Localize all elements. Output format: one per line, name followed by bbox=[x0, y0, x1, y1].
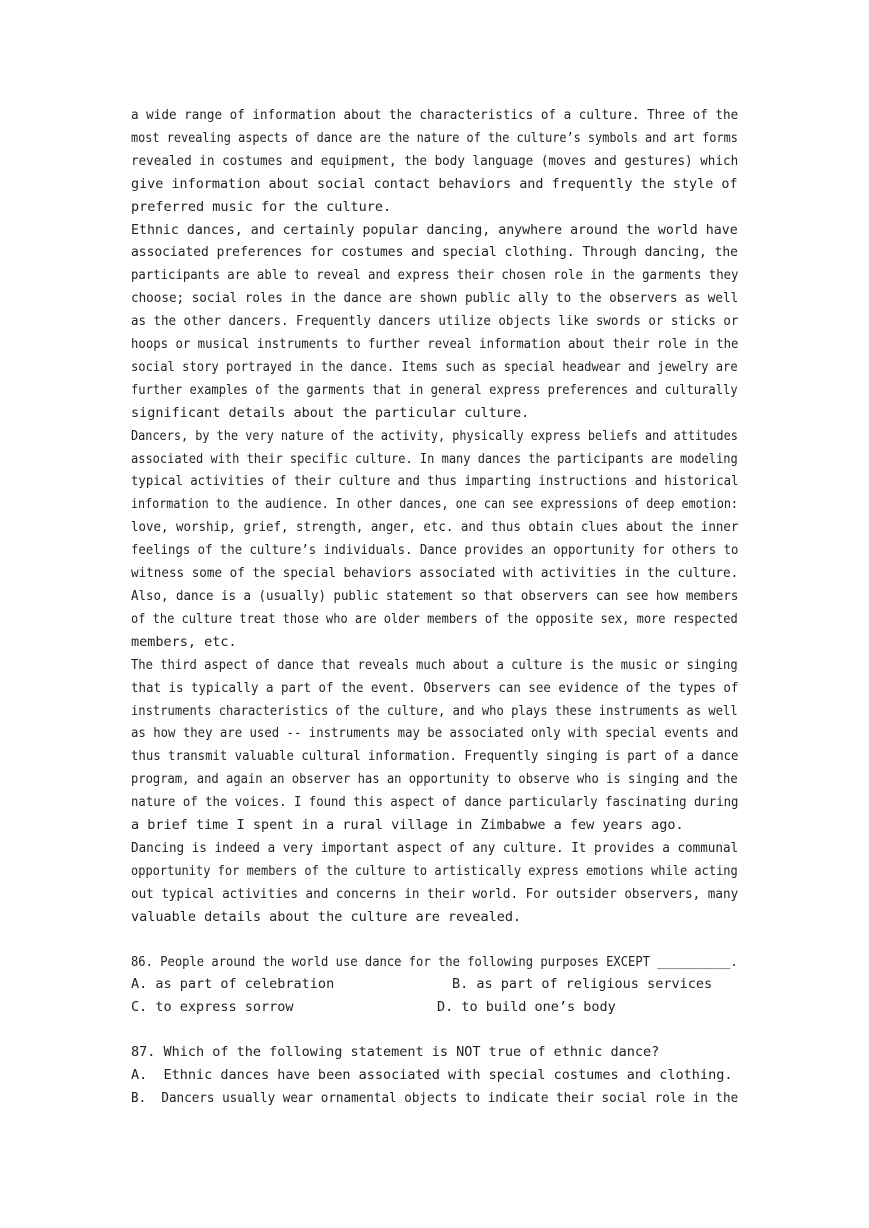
passage-line: associated preferences for costumes and special clothing. Through dancing, the bbox=[131, 244, 738, 261]
passage-line: information to the audience. In other dances, one can see expressions of deep emotion: bbox=[131, 496, 738, 513]
passage-line: feelings of the culture’s individuals. Dance provides an opportunity for others to bbox=[131, 542, 739, 559]
passage-line: Also, dance is a (usually) public statement so that observers can see how members bbox=[131, 588, 739, 604]
passage-line: thus transmit valuable cultural information. Frequently singing is part of a dance bbox=[131, 748, 739, 765]
passage-line: significant details about the particular culture. bbox=[131, 404, 530, 421]
document-page bbox=[131, 104, 738, 1110]
passage-line: preferred music for the culture. bbox=[131, 198, 392, 215]
passage-line: choose; social roles in the dance are shown public ally to the observers as well bbox=[131, 290, 739, 307]
passage-line: participants are able to reveal and express their chosen role in the garments they bbox=[131, 267, 739, 284]
passage-line: out typical activities and concerns in their world. For outsider observers, many bbox=[131, 885, 739, 902]
option-c: C. to express sorrow bbox=[131, 999, 294, 1016]
spacer bbox=[131, 1019, 738, 1041]
passage-line: social story portrayed in the dance. Items such as special headwear and jewelry are bbox=[131, 358, 738, 375]
passage-line: instruments characteristics of the culture, and who plays these instruments as well bbox=[131, 702, 738, 719]
option-a: A. Ethnic dances have been associated with special costumes and clothing. bbox=[131, 1067, 733, 1084]
passage-line: as how they are used -- instruments may be associated only with special events and bbox=[131, 725, 739, 742]
passage-line: give information about social contact behaviors and frequently the style of bbox=[131, 175, 738, 192]
passage-line: as the other dancers. Frequently dancers utilize objects like swords or sticks or bbox=[131, 313, 739, 330]
passage bbox=[131, 104, 738, 929]
passage-line: typical activities of their culture and thus imparting instructions and historical bbox=[131, 473, 739, 490]
question-stem: 86. People around the world use dance for the following purposes EXCEPT __________. bbox=[131, 953, 738, 970]
passage-line: hoops or musical instruments to further reveal information about their role in the bbox=[131, 336, 739, 353]
passage-line: of the culture treat those who are older members of the opposite sex, more respected bbox=[131, 610, 738, 627]
option-a: A. as part of celebration bbox=[131, 976, 335, 993]
passage-line: most revealing aspects of dance are the nature of the culture’s symbols and art forms bbox=[131, 129, 738, 146]
passage-line: witness some of the special behaviors associated with activities in the culture. bbox=[131, 565, 739, 582]
passage-line: program, and again an observer has an opportunity to observe who is singing and the bbox=[131, 771, 738, 788]
passage-line: nature of the voices. I found this aspect of dance particularly fascinating during bbox=[131, 794, 739, 811]
passage-line: a wide range of information about the characteristics of a culture. Three of the bbox=[131, 107, 739, 123]
passage-line: Dancing is indeed a very important aspect of any culture. It provides a communal bbox=[131, 839, 739, 856]
option-row bbox=[131, 996, 738, 1019]
question-stem: 87. Which of the following statement is NOT true of ethnic dance? bbox=[131, 1044, 660, 1061]
passage-line: The third aspect of dance that reveals much about a culture is the music or singing bbox=[131, 656, 738, 673]
passage-line: revealed in costumes and equipment, the body language (moves and gestures) which bbox=[131, 152, 739, 169]
passage-line: further examples of the garments that in general express preferences and culturally bbox=[131, 381, 738, 398]
spacer bbox=[131, 929, 738, 951]
passage-line: Dancers, by the very nature of the activity, physically express beliefs and attitudes bbox=[131, 427, 738, 444]
passage-line: valuable details about the culture are revealed. bbox=[131, 908, 522, 925]
option-b: B. as part of religious services bbox=[452, 976, 713, 993]
question-87 bbox=[131, 1041, 738, 1110]
option-b: B. Dancers usually wear ornamental objects to indicate their social role in the bbox=[131, 1090, 739, 1107]
option-d: D. to build one’s body bbox=[437, 999, 616, 1016]
passage-line: opportunity for members of the culture to artistically express emotions while acting bbox=[131, 862, 738, 879]
passage-line: a brief time I spent in a rural village in Zimbabwe a few years ago. bbox=[131, 817, 684, 834]
passage-line: that is typically a part of the event. Observers can see evidence of the types of bbox=[131, 679, 739, 696]
passage-line: Ethnic dances, and certainly popular dancing, anywhere around the world have bbox=[131, 221, 738, 238]
option-row bbox=[131, 973, 738, 996]
passage-line: members, etc. bbox=[131, 633, 237, 650]
question-86 bbox=[131, 951, 738, 1020]
passage-line: love, worship, grief, strength, anger, etc. and thus obtain clues about the inner bbox=[131, 519, 739, 536]
passage-line: associated with their specific culture. In many dances the participants are modeling bbox=[131, 450, 738, 467]
